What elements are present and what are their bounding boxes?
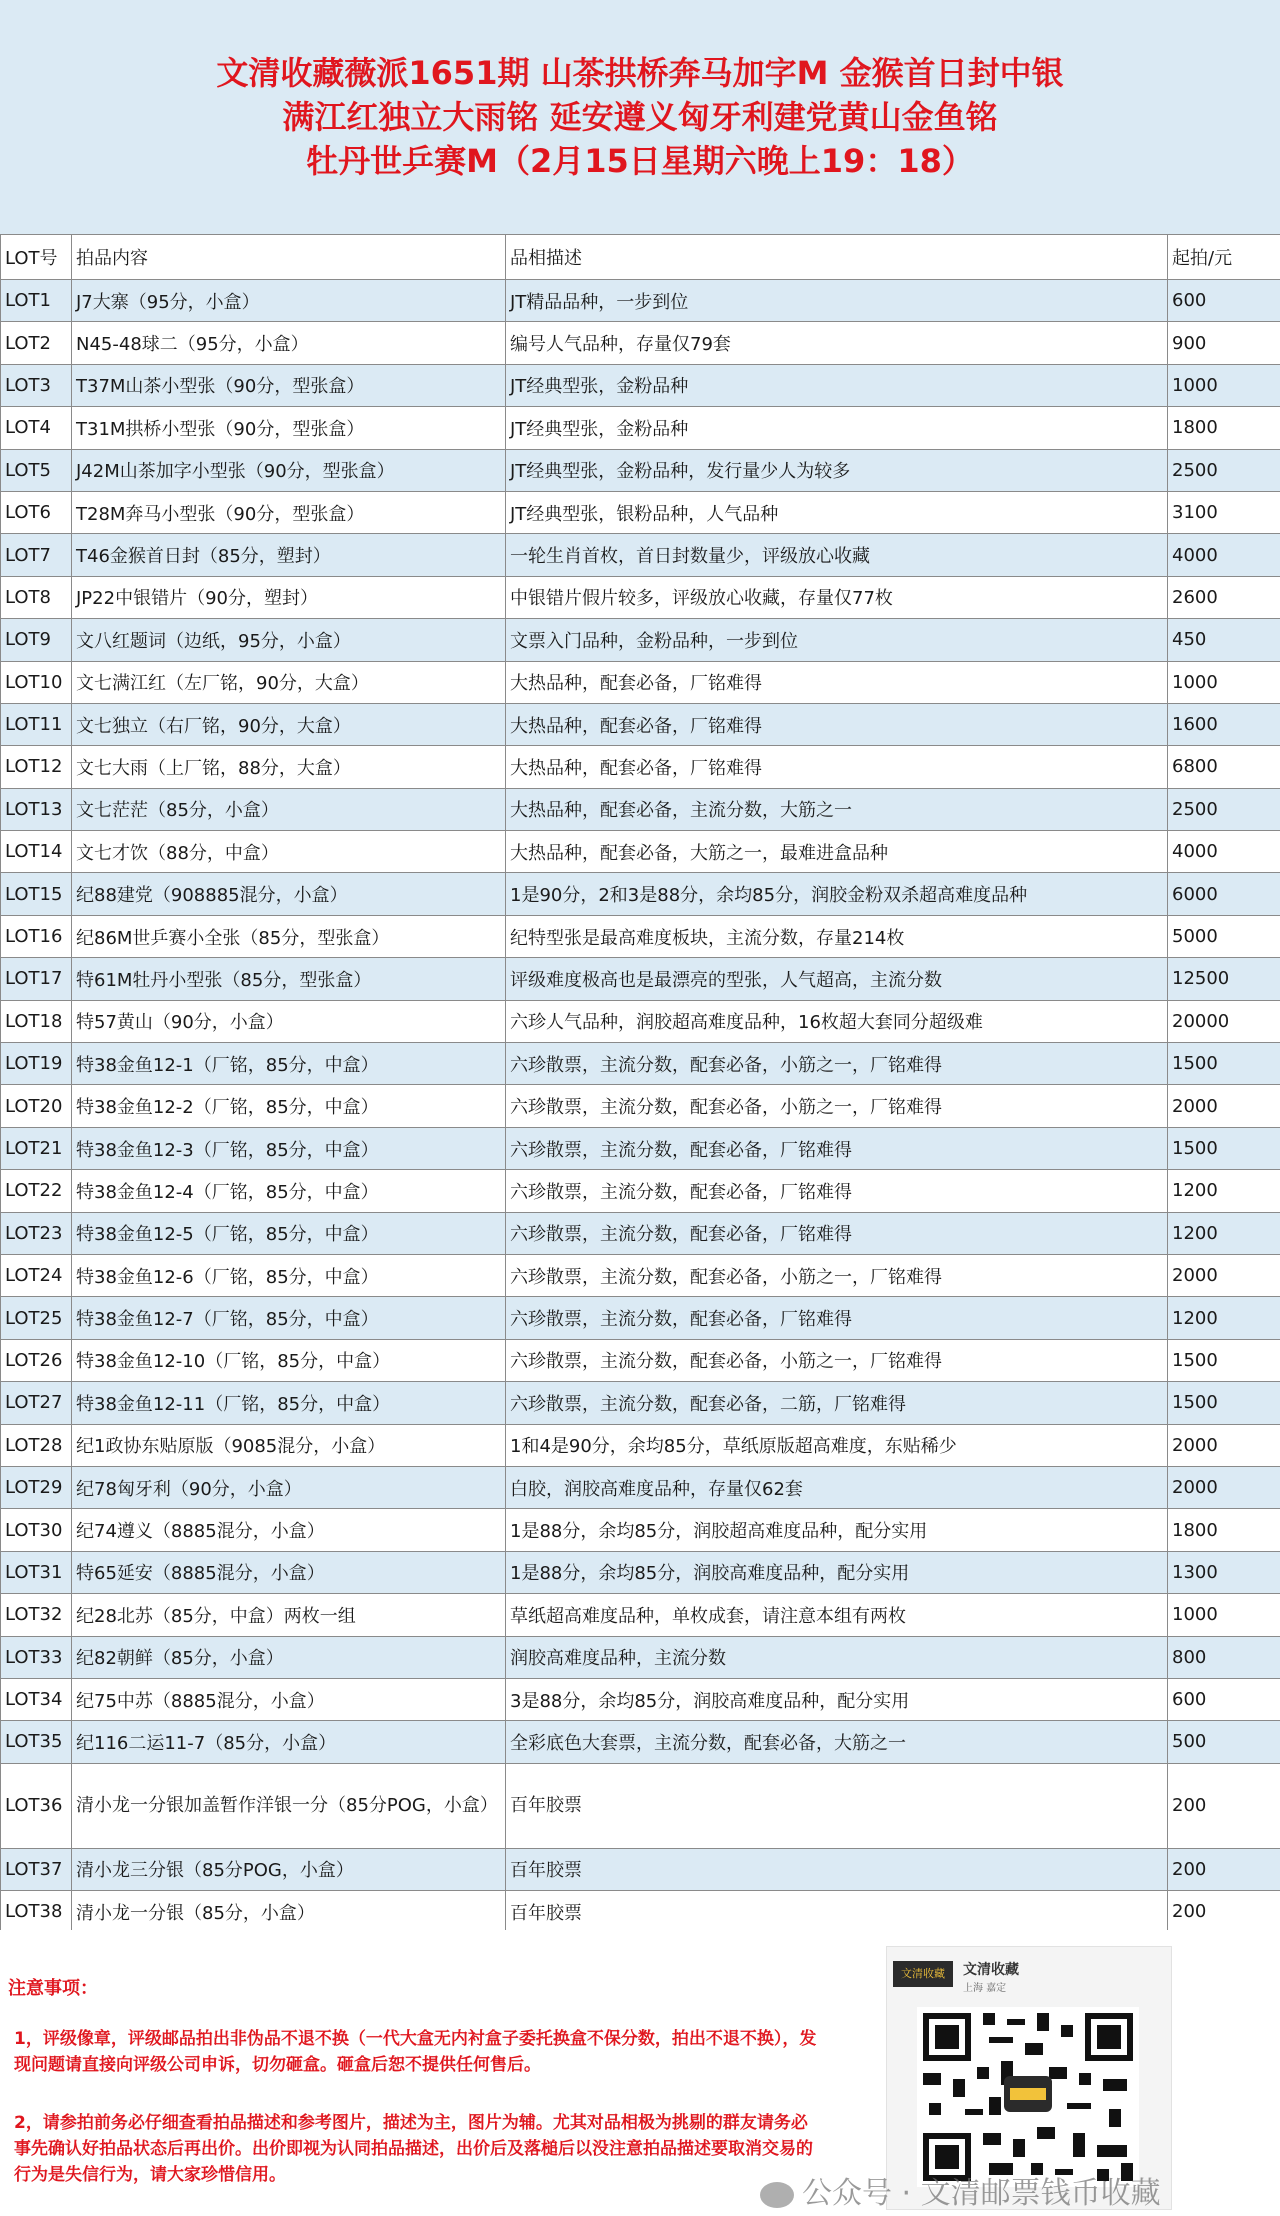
desc-cell: 1是90分，2和3是88分，余均85分，润胶金粉双杀超高难度品种 [506,873,1168,915]
lot-cell: LOT30 [1,1509,72,1551]
item-cell: 特38金鱼12-5（厂铭，85分，中盒） [72,1212,506,1254]
price-cell: 2000 [1168,1466,1280,1508]
lot-cell: LOT12 [1,746,72,788]
item-cell: 特61M牡丹小型张（85分，型张盒） [72,958,506,1000]
lot-table [0,234,1280,1933]
item-cell: T31M拱桥小型张（90分，型张盒） [72,407,506,449]
price-cell: 6800 [1168,746,1280,788]
lot-cell: LOT16 [1,915,72,957]
table-row [1,958,1280,1000]
item-cell: T28M奔马小型张（90分，型张盒） [72,491,506,533]
item-cell: 文七独立（右厂铭，90分，大盒） [72,703,506,745]
item-cell: 纪75中苏（8885混分，小盒） [72,1678,506,1720]
table-header-row [1,235,1280,280]
wechat-watermark [760,2168,1161,2212]
item-cell: 特38金鱼12-3（厂铭，85分，中盒） [72,1127,506,1169]
desc-cell: JT经典型张，金粉品种 [506,364,1168,406]
price-cell: 2600 [1168,576,1280,618]
desc-cell: 草纸超高难度品种，单枚成套，请注意本组有两枚 [506,1594,1168,1636]
table-row [1,1466,1280,1508]
desc-cell: 百年胶票 [506,1848,1168,1890]
desc-cell: 1和4是90分，余均85分，草纸原版超高难度，东贴稀少 [506,1424,1168,1466]
item-cell: 清小龙一分银（85分，小盒） [72,1891,506,1933]
table-row [1,1891,1280,1933]
page-header [0,0,1280,234]
lot-cell: LOT20 [1,1085,72,1127]
table-row [1,1551,1280,1593]
price-cell: 600 [1168,280,1280,322]
price-cell: 4000 [1168,534,1280,576]
item-cell: 纪82朝鲜（85分，小盒） [72,1636,506,1678]
price-cell: 200 [1168,1848,1280,1890]
notes-paragraph-2: 2，请参拍前务必仔细查看拍品描述和参考图片，描述为主，图片为辅。尤其对品相极为挑剔的群友请务必事先确认好拍品状态后再出价。出价即视为认同拍品描述，出价后及落槌后以没注意拍品描述要取消交易的行为是失信行为，请大家珍惜信用。 [14,2113,813,2185]
price-cell: 6000 [1168,873,1280,915]
table-row [1,788,1280,830]
item-cell: 纪88建党（908885混分，小盒） [72,873,506,915]
table-row [1,1509,1280,1551]
table-row [1,280,1280,322]
table-row [1,873,1280,915]
price-cell: 1500 [1168,1339,1280,1381]
table-row [1,1043,1280,1085]
table-row [1,1339,1280,1381]
lot-cell: LOT34 [1,1678,72,1720]
table-row [1,449,1280,491]
table-row [1,1254,1280,1296]
table-row [1,1848,1280,1890]
price-cell: 200 [1168,1891,1280,1933]
desc-cell: 六珍散票，主流分数，配套必备，厂铭难得 [506,1170,1168,1212]
desc-cell: JT经典型张，金粉品种，发行量少人为较多 [506,449,1168,491]
desc-cell: 六珍散票，主流分数，配套必备，小筋之一，厂铭难得 [506,1085,1168,1127]
lot-cell: LOT2 [1,322,72,364]
table-row [1,1127,1280,1169]
lot-cell: LOT32 [1,1594,72,1636]
price-cell: 2500 [1168,449,1280,491]
item-cell: 特38金鱼12-10（厂铭，85分，中盒） [72,1339,506,1381]
watermark-text: 公众号 · 文清邮票钱币收藏 [802,2176,1161,2211]
lot-cell: LOT6 [1,491,72,533]
desc-cell: 大热品种，配套必备，厂铭难得 [506,746,1168,788]
item-cell: 文七茫茫（85分，小盒） [72,788,506,830]
notes-paragraph-1: 1，评级像章，评级邮品拍出非伪品不退不换（一代大盒无内衬盒子委托换盒不保分数，拍出不退不换），发现问题请直接向评级公司申诉，切勿砸盒。砸盒后恕不提供任何售后。 [14,2029,817,2075]
lot-cell: LOT31 [1,1551,72,1593]
desc-cell: 全彩底色大套票，主流分数，配套必备，大筋之一 [506,1721,1168,1763]
lot-cell: LOT25 [1,1297,72,1339]
price-cell: 200 [1168,1763,1280,1848]
price-cell: 2000 [1168,1424,1280,1466]
lot-cell: LOT1 [1,280,72,322]
item-cell: 纪1政协东贴原版（9085混分，小盒） [72,1424,506,1466]
price-cell: 1200 [1168,1170,1280,1212]
item-cell: 清小龙三分银（85分POG，小盒） [72,1848,506,1890]
lot-cell: LOT8 [1,576,72,618]
lot-cell: LOT13 [1,788,72,830]
price-cell: 1500 [1168,1382,1280,1424]
price-cell: 450 [1168,619,1280,661]
lot-cell: LOT35 [1,1721,72,1763]
lot-cell: LOT24 [1,1254,72,1296]
lot-cell: LOT21 [1,1127,72,1169]
desc-cell: 1是88分，余均85分，润胶超高难度品种，配分实用 [506,1509,1168,1551]
lot-cell: LOT29 [1,1466,72,1508]
table-row [1,619,1280,661]
desc-cell: 六珍散票，主流分数，配套必备，小筋之一，厂铭难得 [506,1043,1168,1085]
desc-cell: 六珍散票，主流分数，配套必备，厂铭难得 [506,1297,1168,1339]
desc-cell: JT精品品种，一步到位 [506,280,1168,322]
lot-cell: LOT10 [1,661,72,703]
item-cell: T46金猴首日封（85分，塑封） [72,534,506,576]
item-cell: 纪74遵义（8885混分，小盒） [72,1509,506,1551]
table-row [1,576,1280,618]
title-line-3: 牡丹世乒赛M（2月15日星期六晚上19：18） [306,142,974,180]
table-row [1,915,1280,957]
item-cell: 文七满江红（左厂铭，90分，大盒） [72,661,506,703]
price-cell: 2000 [1168,1085,1280,1127]
desc-cell: 大热品种，配套必备，主流分数，大筋之一 [506,788,1168,830]
desc-cell: 六珍散票，主流分数，配套必备，小筋之一，厂铭难得 [506,1339,1168,1381]
lot-cell: LOT14 [1,831,72,873]
title-line-2: 满江红独立大雨铭 延安遵义匈牙利建党黄山金鱼铭 [282,98,998,136]
desc-cell: 编号人气品种，存量仅79套 [506,322,1168,364]
lot-cell: LOT38 [1,1891,72,1933]
notes-title: 注意事项： [8,1978,98,1999]
desc-cell: 一轮生肖首枚，首日封数量少，评级放心收藏 [506,534,1168,576]
price-cell: 2000 [1168,1254,1280,1296]
item-cell: 纪78匈牙利（90分，小盒） [72,1466,506,1508]
wechat-icon [760,2182,794,2208]
table-row [1,1721,1280,1763]
item-cell: 特38金鱼12-6（厂铭，85分，中盒） [72,1254,506,1296]
price-cell: 1200 [1168,1297,1280,1339]
lot-cell: LOT27 [1,1382,72,1424]
item-cell: 文八红题词（边纸，95分，小盒） [72,619,506,661]
item-cell: 文七才饮（88分，中盒） [72,831,506,873]
item-cell: 特38金鱼12-4（厂铭，85分，中盒） [72,1170,506,1212]
lot-cell: LOT22 [1,1170,72,1212]
title-line-1: 文清收藏薇派1651期 山茶拱桥奔马加字M 金猴首日封中银 [216,54,1064,92]
lot-cell: LOT15 [1,873,72,915]
table-row [1,1170,1280,1212]
table-row [1,364,1280,406]
item-cell: 特38金鱼12-7（厂铭，85分，中盒） [72,1297,506,1339]
desc-cell: 评级难度极高也是最漂亮的型张，人气超高，主流分数 [506,958,1168,1000]
lot-cell: LOT5 [1,449,72,491]
table-row [1,661,1280,703]
table-row [1,1000,1280,1042]
header-lot: LOT号 [1,235,72,280]
desc-cell: 大热品种，配套必备，大筋之一，最难进盒品种 [506,831,1168,873]
price-cell: 2500 [1168,788,1280,830]
desc-cell: 六珍散票，主流分数，配套必备，厂铭难得 [506,1127,1168,1169]
brand-logo: 文清收藏 [893,1961,953,1987]
lot-cell: LOT33 [1,1636,72,1678]
price-cell: 1300 [1168,1551,1280,1593]
lot-cell: LOT4 [1,407,72,449]
lot-cell: LOT18 [1,1000,72,1042]
price-cell: 1500 [1168,1127,1280,1169]
item-cell: 特65延安（8885混分，小盒） [72,1551,506,1593]
price-cell: 1800 [1168,407,1280,449]
desc-cell: 六珍散票，主流分数，配套必备，二筋，厂铭难得 [506,1382,1168,1424]
price-cell: 3100 [1168,491,1280,533]
qr-code-icon[interactable] [917,2007,1139,2187]
desc-cell: 润胶高难度品种，主流分数 [506,1636,1168,1678]
table-row [1,1424,1280,1466]
price-cell: 1000 [1168,661,1280,703]
price-cell: 1000 [1168,364,1280,406]
table-row [1,1085,1280,1127]
item-cell: 文七大雨（上厂铭，88分，大盒） [72,746,506,788]
price-cell: 1600 [1168,703,1280,745]
item-cell: 清小龙一分银加盖暂作洋银一分（85分POG，小盒） [72,1763,506,1848]
price-cell: 900 [1168,322,1280,364]
table-row [1,1636,1280,1678]
desc-cell: JT经典型张，银粉品种，人气品种 [506,491,1168,533]
price-cell: 1000 [1168,1594,1280,1636]
item-cell: T37M山茶小型张（90分，型张盒） [72,364,506,406]
price-cell: 600 [1168,1678,1280,1720]
desc-cell: 白胶，润胶高难度品种，存量仅62套 [506,1466,1168,1508]
lot-cell: LOT7 [1,534,72,576]
item-cell: N45-48球二（95分，小盒） [72,322,506,364]
price-cell: 20000 [1168,1000,1280,1042]
item-cell: 特38金鱼12-1（厂铭，85分，中盒） [72,1043,506,1085]
item-cell: JP22中银错片（90分，塑封） [72,576,506,618]
price-cell: 1200 [1168,1212,1280,1254]
price-cell: 5000 [1168,915,1280,957]
header-item: 拍品内容 [72,235,506,280]
desc-cell: 纪特型张是最高难度板块，主流分数，存量214枚 [506,915,1168,957]
qr-account-name: 文清收藏 [963,1962,1019,1978]
desc-cell: JT经典型张，金粉品种 [506,407,1168,449]
item-cell: 纪28北苏（85分，中盒）两枚一组 [72,1594,506,1636]
table-row [1,407,1280,449]
table-row [1,534,1280,576]
lot-cell: LOT28 [1,1424,72,1466]
item-cell: 特38金鱼12-2（厂铭，85分，中盒） [72,1085,506,1127]
item-cell: J42M山茶加字小型张（90分，型张盒） [72,449,506,491]
table-row [1,746,1280,788]
price-cell: 1500 [1168,1043,1280,1085]
desc-cell: 文票入门品种，金粉品种，一步到位 [506,619,1168,661]
item-cell: J7大寨（95分，小盒） [72,280,506,322]
item-cell: 纪116二运11-7（85分，小盒） [72,1721,506,1763]
desc-cell: 1是88分，余均85分，润胶高难度品种，配分实用 [506,1551,1168,1593]
lot-cell: LOT23 [1,1212,72,1254]
desc-cell: 3是88分，余均85分，润胶高难度品种，配分实用 [506,1678,1168,1720]
table-row [1,831,1280,873]
lot-cell: LOT19 [1,1043,72,1085]
table-row [1,1382,1280,1424]
lot-cell: LOT26 [1,1339,72,1381]
desc-cell: 中银错片假片较多，评级放心收藏，存量仅77枚 [506,576,1168,618]
price-cell: 500 [1168,1721,1280,1763]
item-cell: 特38金鱼12-11（厂铭，85分，中盒） [72,1382,506,1424]
header-price: 起拍/元 [1168,235,1280,280]
table-row [1,491,1280,533]
lot-cell: LOT36 [1,1763,72,1848]
item-cell: 纪86M世乒赛小全张（85分，型张盒） [72,915,506,957]
desc-cell: 六珍散票，主流分数，配套必备，小筋之一，厂铭难得 [506,1254,1168,1296]
lot-cell: LOT17 [1,958,72,1000]
table-row [1,1212,1280,1254]
table-row [1,1678,1280,1720]
desc-cell: 百年胶票 [506,1763,1168,1848]
desc-cell: 大热品种，配套必备，厂铭难得 [506,661,1168,703]
table-row [1,1594,1280,1636]
table-row [1,1763,1280,1848]
lot-cell: LOT9 [1,619,72,661]
header-desc: 品相描述 [506,235,1168,280]
price-cell: 800 [1168,1636,1280,1678]
table-row [1,322,1280,364]
desc-cell: 六珍散票，主流分数，配套必备，厂铭难得 [506,1212,1168,1254]
price-cell: 1800 [1168,1509,1280,1551]
item-cell: 特57黄山（90分，小盒） [72,1000,506,1042]
table-row [1,1297,1280,1339]
lot-cell: LOT3 [1,364,72,406]
price-cell: 12500 [1168,958,1280,1000]
lot-cell: LOT37 [1,1848,72,1890]
desc-cell: 大热品种，配套必备，厂铭难得 [506,703,1168,745]
lot-cell: LOT11 [1,703,72,745]
qr-location: 上海 嘉定 [963,1983,1007,1994]
price-cell: 4000 [1168,831,1280,873]
desc-cell: 百年胶票 [506,1891,1168,1933]
table-row [1,703,1280,745]
desc-cell: 六珍人气品种，润胶超高难度品种，16枚超大套同分超级难 [506,1000,1168,1042]
